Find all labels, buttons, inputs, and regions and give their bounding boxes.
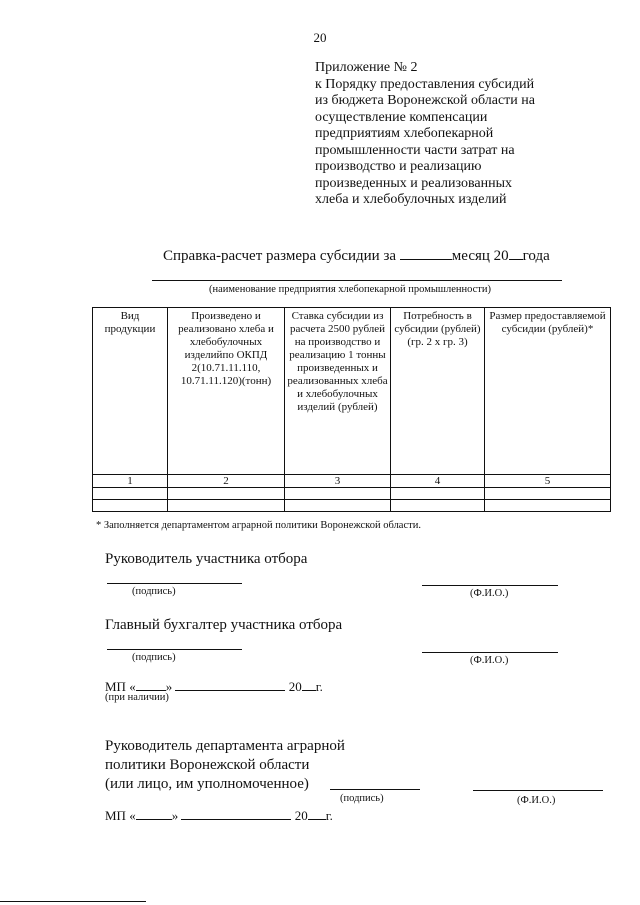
enterprise-name-line[interactable] [152,280,562,281]
column-number: 5 [485,475,611,488]
stamp-date-line-2 [105,806,333,824]
year-prefix: 20 [288,679,302,694]
dept-title-line: Руководитель департамента аграрной [105,738,345,754]
appendix-line: производство и реализацию [315,159,482,174]
document-title [163,246,550,265]
table-cell[interactable] [168,500,285,512]
appendix-line: Приложение № 2 [315,60,418,75]
year-suffix: г. [315,679,323,694]
footnote: * Заполняется департаментом аграрной политики Воронежской области. [96,520,421,531]
table-header-row [93,308,611,475]
subsidy-table [92,307,611,512]
day-blank[interactable] [136,806,172,820]
stamp-note: (при наличии) [105,692,169,703]
dept-title-line: (или лицо, им уполномоченное) [105,776,309,792]
head-signature-caption: (подпись) [132,586,176,597]
header-subsidy-rate: Ставка субсидии из расчета 2500 рублей на производство и реализацию 1 тонны произведенных и реализованных хлеба и хлебобулочных изделий (рублей) [285,308,391,475]
table-cell[interactable] [485,500,611,512]
page-number: 20 [313,30,327,45]
title-year-label: года [522,248,550,264]
table-cell[interactable] [93,500,168,512]
day-blank[interactable] [136,677,166,691]
year-date-blank[interactable] [308,806,326,820]
table-cell[interactable] [391,488,485,500]
appendix-line: осуществление компенсации [315,109,488,125]
table-cell[interactable] [391,500,485,512]
header-subsidy-amount: Размер предоставляемой субсидии (рублей)* [485,308,611,475]
appendix-line: произведенных и реализованных [315,175,512,191]
table-cell[interactable] [485,488,611,500]
header-product-type: Вид продукции [93,308,168,475]
table-cell[interactable] [93,488,168,500]
mp-label: МП « [105,679,136,694]
appendix-header [315,60,575,209]
column-number: 1 [93,475,168,488]
enterprise-caption: (наименование предприятия хлебопекарной промышленности) [209,284,491,295]
dept-title-line: политики Воронежской области [105,757,310,773]
column-number: 2 [168,475,285,488]
title-prefix: Справка-расчет размера субсидии за [163,248,400,264]
dept-name-caption: (Ф.И.О.) [517,795,556,806]
header-subsidy-need: Потребность в субсидии (рублей) (гр. 2 х гр. 3) [391,308,485,475]
year-prefix: 20 [294,808,308,823]
head-signature-line[interactable] [107,583,242,584]
appendix-line: предприятиям хлебопекарной [315,126,494,141]
accountant-signature-title: Главный бухгалтер участника отбора [105,617,343,633]
head-name-line[interactable] [422,585,558,586]
table-row [93,488,611,500]
dept-name-line[interactable] [473,790,603,791]
table-row [93,500,611,512]
dept-signature-caption: (подпись) [340,793,384,804]
dept-signature-title [105,737,345,794]
accountant-signature-caption: (подпись) [132,652,176,663]
table-cell[interactable] [168,488,285,500]
table-number-row [93,475,611,488]
year-suffix: г. [325,808,333,823]
table-cell[interactable] [285,500,391,512]
appendix-line: из бюджета Воронежской области на [315,93,535,108]
table-cell[interactable] [285,488,391,500]
month-date-blank[interactable] [175,677,285,691]
mp-close: » [165,679,173,694]
year-blank[interactable] [509,246,523,260]
bottom-rule [0,901,146,902]
header-produced-tons: Произведено и реализовано хлеба и хлебобулочных изделийпо ОКПД 2(10.71.11.110, 10.71.11.120)(тонн) [168,308,285,475]
head-signature-title: Руководитель участника отбора [105,551,308,567]
month-date-blank[interactable] [181,806,291,820]
appendix-line: хлеба и хлебобулочных изделий [315,192,507,207]
month-blank[interactable] [400,246,452,260]
accountant-signature-line[interactable] [107,649,242,650]
mp-label: МП « [105,808,136,823]
dept-signature-line[interactable] [330,789,420,790]
appendix-line: промышленности части затрат на [315,142,515,158]
column-number: 3 [285,475,391,488]
head-name-caption: (Ф.И.О.) [470,588,509,599]
title-month-label: месяц 20 [451,248,509,264]
appendix-line: к Порядку предоставления субсидий [315,76,535,92]
year-date-blank[interactable] [302,677,316,691]
accountant-name-line[interactable] [422,652,558,653]
accountant-name-caption: (Ф.И.О.) [470,655,509,666]
column-number: 4 [391,475,485,488]
mp-close: » [171,808,179,823]
